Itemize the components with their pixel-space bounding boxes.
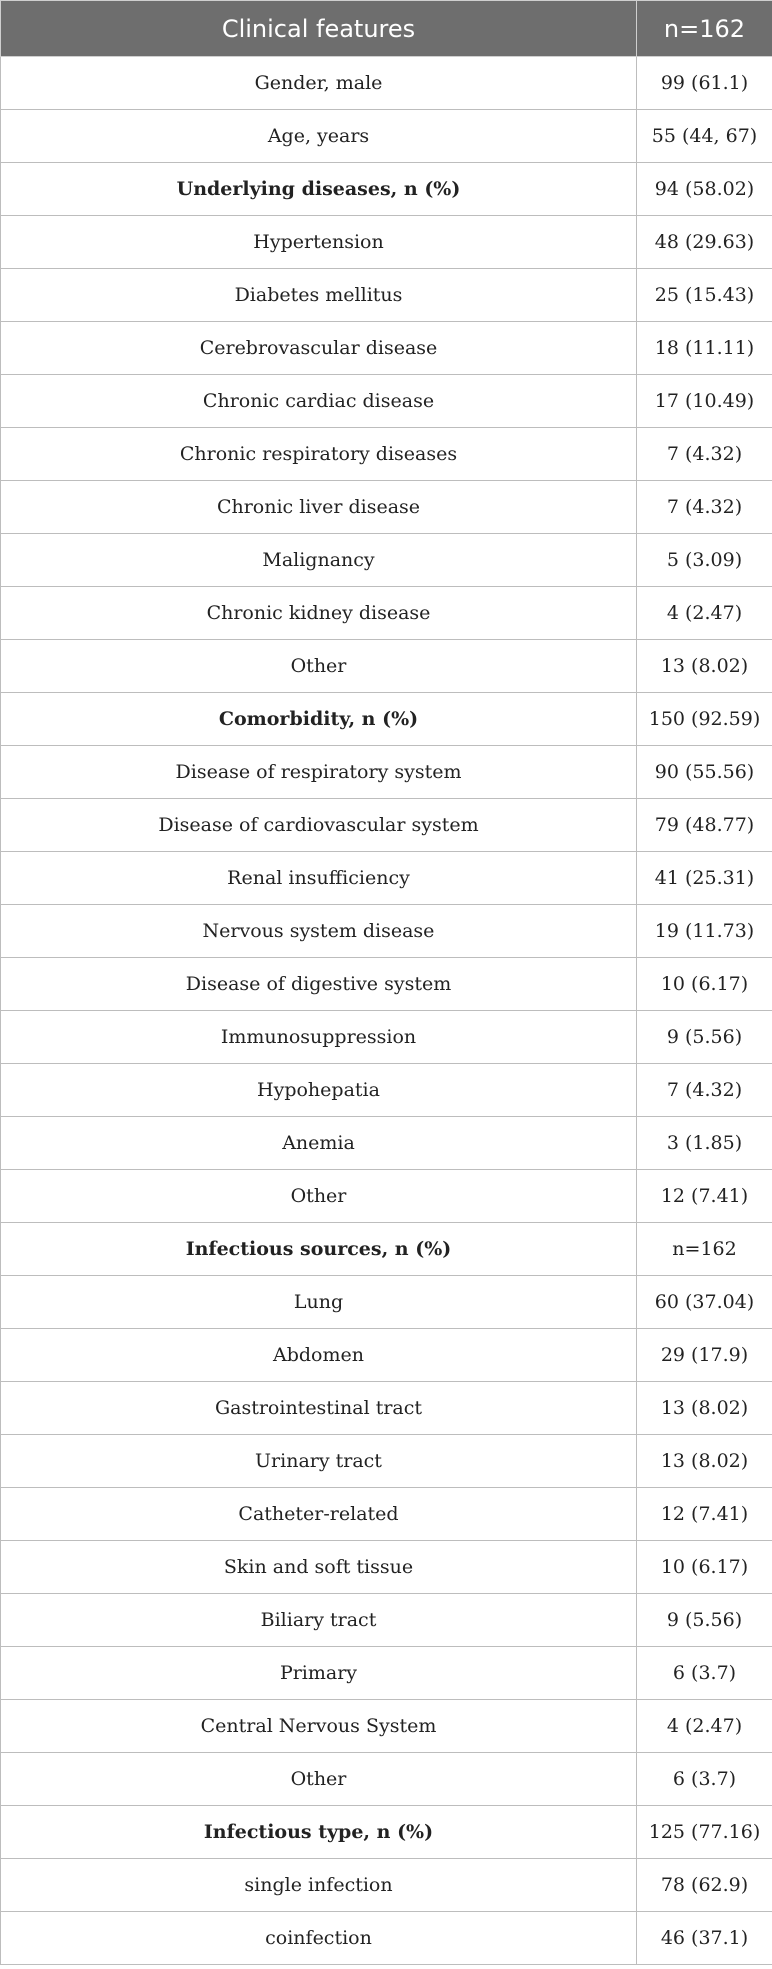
row-label: Catheter-related: [1, 1488, 637, 1541]
table-row: [1, 1859, 772, 1912]
table-row: [1, 216, 772, 269]
table-row: [1, 534, 772, 587]
row-label: Immunosuppression: [1, 1011, 637, 1064]
table-row: [1, 1223, 772, 1276]
row-label: Nervous system disease: [1, 905, 637, 958]
row-label: Primary: [1, 1647, 637, 1700]
table-row: [1, 110, 772, 163]
table-row: [1, 1064, 772, 1117]
row-label: Other: [1, 1753, 637, 1806]
row-label: Comorbidity, n (%): [1, 693, 637, 746]
table-row: [1, 1382, 772, 1435]
row-label: Other: [1, 1170, 637, 1223]
row-label: Cerebrovascular disease: [1, 322, 637, 375]
row-value: 60 (37.04): [637, 1276, 772, 1329]
row-value: 46 (37.1): [637, 1912, 772, 1965]
table-row: [1, 57, 772, 110]
row-label: single infection: [1, 1859, 637, 1912]
table-row: [1, 481, 772, 534]
row-value: 12 (7.41): [637, 1488, 772, 1541]
table-row: [1, 640, 772, 693]
row-label: Central Nervous System: [1, 1700, 637, 1753]
row-label: Chronic kidney disease: [1, 587, 637, 640]
table-row: [1, 163, 772, 216]
table-row: [1, 1011, 772, 1064]
row-value: 4 (2.47): [637, 587, 772, 640]
row-label: Other: [1, 640, 637, 693]
header-clinical-features: Clinical features: [1, 1, 637, 57]
table-row: [1, 1700, 772, 1753]
row-label: Biliary tract: [1, 1594, 637, 1647]
table-row: [1, 958, 772, 1011]
row-label: Malignancy: [1, 534, 637, 587]
row-value: 13 (8.02): [637, 640, 772, 693]
row-label: coinfection: [1, 1912, 637, 1965]
row-value: 79 (48.77): [637, 799, 772, 852]
row-value: n=162: [637, 1223, 772, 1276]
table-row: [1, 1806, 772, 1859]
table-row: [1, 1276, 772, 1329]
row-label: Disease of digestive system: [1, 958, 637, 1011]
table-header: [1, 1, 772, 57]
row-label: Renal insufficiency: [1, 852, 637, 905]
row-value: 17 (10.49): [637, 375, 772, 428]
row-label: Lung: [1, 1276, 637, 1329]
table-row: [1, 269, 772, 322]
table-row: [1, 746, 772, 799]
header-count: n=162: [637, 1, 772, 57]
row-label: Diabetes mellitus: [1, 269, 637, 322]
table-row: [1, 428, 772, 481]
row-label: Gender, male: [1, 57, 637, 110]
row-label: Underlying diseases, n (%): [1, 163, 637, 216]
table-row: [1, 1594, 772, 1647]
row-value: 150 (92.59): [637, 693, 772, 746]
table-row: [1, 587, 772, 640]
row-value: 125 (77.16): [637, 1806, 772, 1859]
row-value: 9 (5.56): [637, 1011, 772, 1064]
table-row: [1, 1329, 772, 1382]
row-value: 5 (3.09): [637, 534, 772, 587]
row-label: Hypohepatia: [1, 1064, 637, 1117]
row-label: Age, years: [1, 110, 637, 163]
row-label: Anemia: [1, 1117, 637, 1170]
row-label: Disease of cardiovascular system: [1, 799, 637, 852]
row-label: Infectious type, n (%): [1, 1806, 637, 1859]
table-row: [1, 693, 772, 746]
row-value: 78 (62.9): [637, 1859, 772, 1912]
table-row: [1, 905, 772, 958]
row-value: 13 (8.02): [637, 1382, 772, 1435]
row-value: 18 (11.11): [637, 322, 772, 375]
row-label: Gastrointestinal tract: [1, 1382, 637, 1435]
row-value: 10 (6.17): [637, 958, 772, 1011]
row-label: Disease of respiratory system: [1, 746, 637, 799]
row-value: 4 (2.47): [637, 1700, 772, 1753]
header-row: [1, 1, 772, 57]
row-value: 12 (7.41): [637, 1170, 772, 1223]
row-value: 29 (17.9): [637, 1329, 772, 1382]
table-row: [1, 1435, 772, 1488]
row-value: 7 (4.32): [637, 1064, 772, 1117]
row-value: 25 (15.43): [637, 269, 772, 322]
row-label: Infectious sources, n (%): [1, 1223, 637, 1276]
table-row: [1, 1541, 772, 1594]
row-label: Urinary tract: [1, 1435, 637, 1488]
row-value: 6 (3.7): [637, 1753, 772, 1806]
table-row: [1, 1117, 772, 1170]
row-label: Chronic respiratory diseases: [1, 428, 637, 481]
row-label: Skin and soft tissue: [1, 1541, 637, 1594]
row-value: 7 (4.32): [637, 428, 772, 481]
row-label: Chronic liver disease: [1, 481, 637, 534]
row-value: 7 (4.32): [637, 481, 772, 534]
table-row: [1, 1488, 772, 1541]
row-value: 90 (55.56): [637, 746, 772, 799]
table-row: [1, 1647, 772, 1700]
row-value: 48 (29.63): [637, 216, 772, 269]
row-label: Hypertension: [1, 216, 637, 269]
row-value: 6 (3.7): [637, 1647, 772, 1700]
table-row: [1, 1753, 772, 1806]
row-value: 41 (25.31): [637, 852, 772, 905]
table-row: [1, 322, 772, 375]
row-value: 3 (1.85): [637, 1117, 772, 1170]
row-value: 13 (8.02): [637, 1435, 772, 1488]
table-row: [1, 375, 772, 428]
table-row: [1, 852, 772, 905]
table-row: [1, 1170, 772, 1223]
row-value: 94 (58.02): [637, 163, 772, 216]
row-value: 99 (61.1): [637, 57, 772, 110]
table-row: [1, 1912, 772, 1965]
table-body: [1, 57, 772, 1965]
row-value: 19 (11.73): [637, 905, 772, 958]
table-row: [1, 799, 772, 852]
row-value: 9 (5.56): [637, 1594, 772, 1647]
row-label: Abdomen: [1, 1329, 637, 1382]
row-value: 55 (44, 67): [637, 110, 772, 163]
row-label: Chronic cardiac disease: [1, 375, 637, 428]
row-value: 10 (6.17): [637, 1541, 772, 1594]
